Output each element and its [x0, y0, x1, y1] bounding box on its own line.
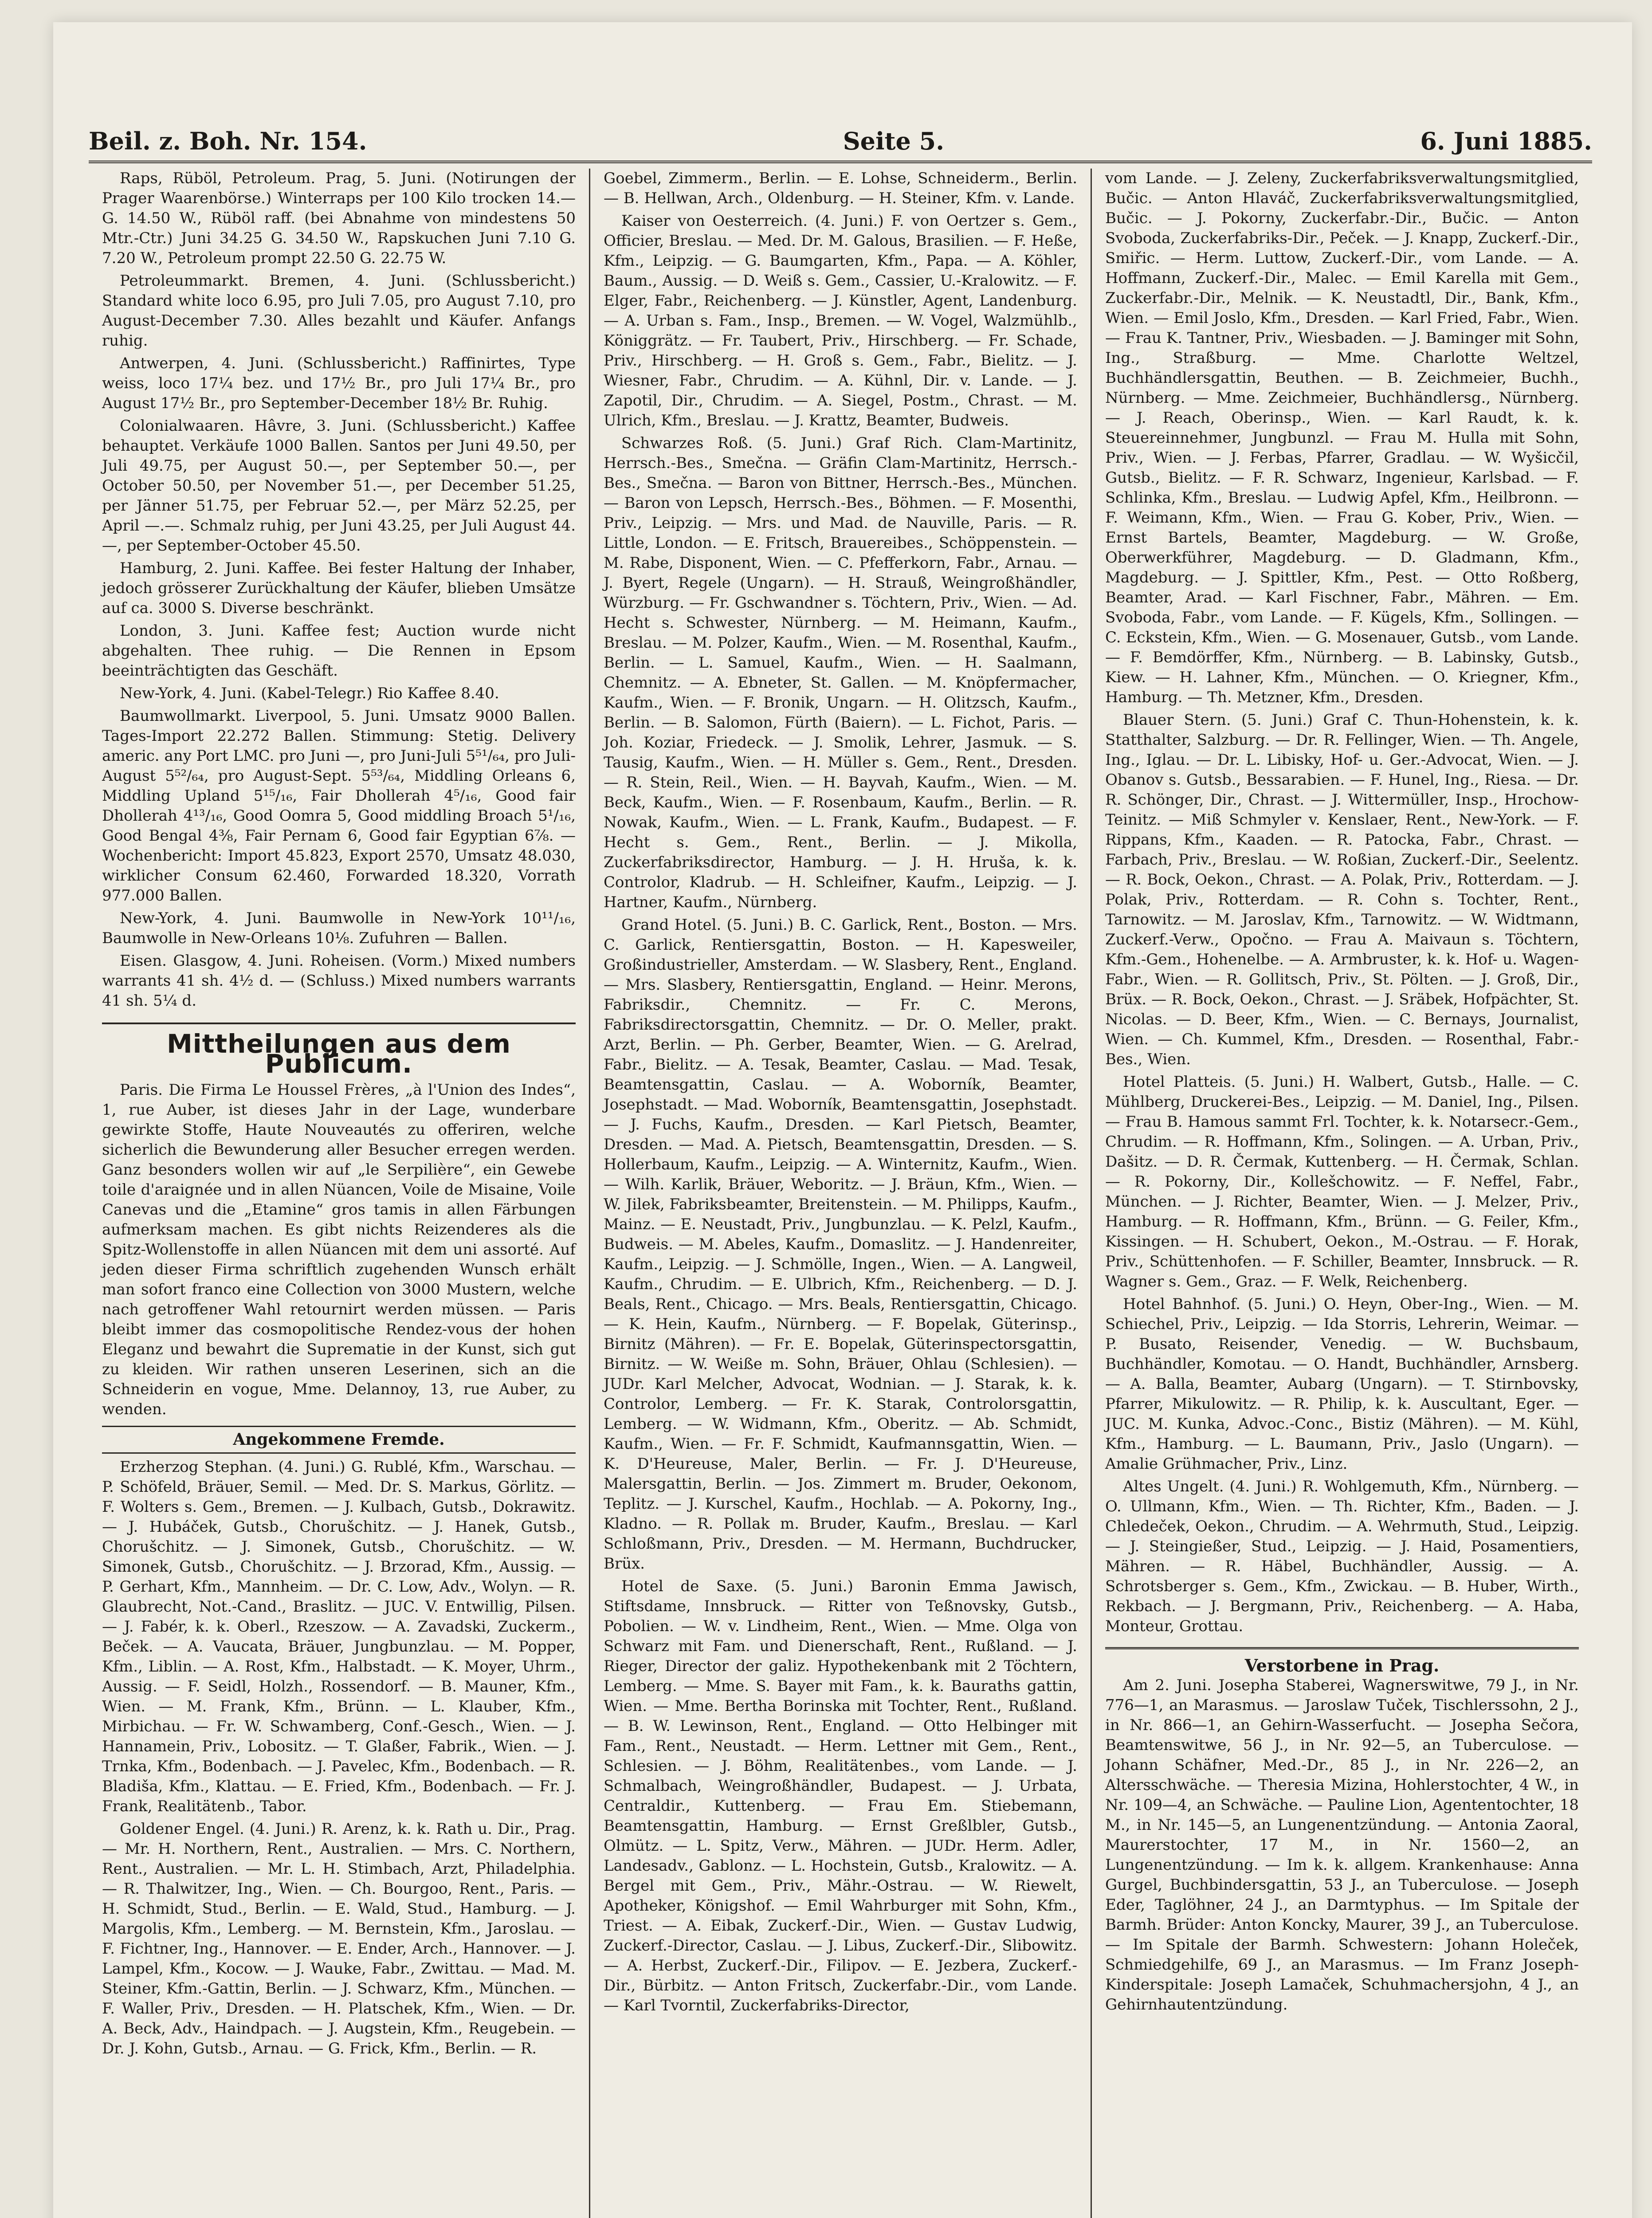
column-1 — [89, 169, 590, 2218]
section-title-publicum: Mittheilungen aus dem Publicum. — [102, 1022, 576, 1074]
hotel-entry: Blauer Stern. (5. Juni.) Graf C. Thun-Hohenstein, k. k. Statthalter, Salzburg. — Dr. R. Fellinger, Wien. — Th. Angele, Ing., Iglau. — Dr. L. Libisky, Hof- u. Ger.-Advocat, Wien. — J. Obanov s. Gutsb., Bessarabien. — F. Hunel, Ing., Riesa. — Dr. R. Schönger, Dir., Chrast. — J. Wittermüller, Insp., Hrochow-Teinitz. — Miß Schmyler v. Kenslaer, Rent., New-York. — F. Rippans, Kfm., Kaaden. — R. Patocka, Fabr., Chrast. — Farbach, Priv., Breslau. — W. Roßian, Zuckerf.-Dir., Seelentz. — R. Bock, Oekon., Chrast. — A. Polak, Priv., Rotterdam. — J. Polak, Priv., Rotterdam. — R. Cohn s. Tochter, Rent., Tarnowitz. — M. Jaroslav, Kfm., Tarnowitz. — W. Widtmann, Zuckerf.-Verw., Opočno. — Frau A. Maivaun s. Töchtern, Kfm.-Gem., Hohenelbe. — A. Armbruster, k. k. Hof- u. Wagen-Fabr., Wien. — R. Gollitsch, Priv., St. Pölten. — J. Groß, Dir., Brüx. — R. Bock, Oekon., Chrast. — J. Sräbek, Hofpächter, St. Nicolas. — D. Beer, Kfm., Wien. — C. Bernays, Journalist, Wien. — Ch. Kummel, Kfm., Dresden. — Rosenthal, Fabr.-Bes., Wien. — [1105, 711, 1579, 1068]
newspaper-page — [53, 22, 1632, 2218]
hotel-entry: Hotel Platteis. (5. Juni.) H. Walbert, Gutsb., Halle. — C. Mühlberg, Druckerei-Bes., Leipzig. — M. Daniel, Ing., Pilsen. — Frau B. Hamous sammt Frl. Tochter, k. k. Notarsecr.-Gem., Chrudim. — R. Hoffmann, Kfm., Solingen. — A. Urban, Priv., Dašitz. — D. R. Čermak, Kuttenberg. — H. Čermak, Schlan. — R. Pokorny, Dir., Kollešchowitz. — F. Neffel, Fabr., München. — J. Richter, Beamter, Wien. — J. Melzer, Priv., Hamburg. — R. Hoffmann, Kfm., Brünn. — G. Feiler, Kfm., Kissingen. — H. Schubert, Oekon., M.-Ostrau. — F. Horak, Priv., Schüttenhofen. — F. Schiller, Beamter, Innsbruck. — R. Wagner s. Gem., Graz. — F. Welk, Reichenberg. — [1105, 1073, 1579, 1290]
hotel-entry: Altes Ungelt. (4. Juni.) R. Wohlgemuth, Kfm., Nürnberg. — O. Ullmann, Kfm., Wien. — Th. Richter, Kfm., Baden. — J. Chledeček, Oekon., Chrudim. — A. Wehrmuth, Stud., Leipzig. — J. Steingießer, Stud., Leipzig. — J. Haid, Posamentiers, Mähren. — R. Häbel, Buchhändler, Aussig. — A. Schrotsberger s. Gem., Kfm., Zwickau. — B. Huber, Wirth., Rekbach. — J. Bergmann, Priv., Reichenberg. — A. Haba, Monteur, Grottau. — [1105, 1478, 1579, 1635]
column-3 — [1092, 169, 1592, 2218]
arrival-list: Erzherzog Stephan. (4. Juni.) G. Rublé, Kfm., Warschau. — P. Schöfeld, Bräuer, Semil. — Med. Dr. S. Markus, Görlitz. — F. Wolters s. Gem., Bremen. — J. Kulbach, Gutsb., Dokrawitz. — J. Hubáček, Gutsb., Chorušchitz. — J. Hanek, Gutsb., Chorušchitz. — J. Simonek, Gutsb., Chorušchitz. — W. Simonek, Gutsb., Chorušchitz. — J. Brzorad, Kfm., Aussig. — P. Gerhart, Kfm., Mannheim. — Dr. C. Low, Adv., Wolyn. — R. Glaubrecht, Not.-Cand., Braslitz. — JUC. V. Entwillig, Pilsen. — J. Fabér, k. k. Oberl., Rzeszow. — A. Zavadski, Zuckerm., Beček. — A. Vaucata, Bräuer, Jungbunzlau. — M. Popper, Kfm., Liblin. — A. Rost, Kfm., Halbstadt. — K. Moyer, Uhrm., Aussig. — F. Seidl, Holzh., Rossendorf. — B. Mauner, Kfm., Wien. — M. Frank, Kfm., Brünn. — L. Klauber, Kfm., Mirbichau. — Fr. W. Schwamberg, Conf.-Gesch., Wien. — J. Hannamein, Priv., Lobositz. — T. Glaßer, Fabrik., Wien. — J. Trnka, Kfm., Bodenbach. — J. Pavelec, Kfm., Bodenbach. — R. Bladiša, Kfm., Klattau. — E. Fried, Kfm., Bodenbach. — Fr. J. Frank, Realitätenb., Tabor. — [102, 1458, 576, 1815]
arrivals-title: Angekommene Fremde. — [102, 1426, 576, 1454]
market-report: London, 3. Juni. Kaffee fest; Auction wurde nicht abgehalten. Thee ruhig. — Die Rennen in Epsom beeinträchtigten das Geschäft. — [102, 622, 576, 680]
header-date: 6. Juni 1885. — [1420, 127, 1592, 155]
header-page-number: Seite 5. — [843, 127, 945, 155]
market-report: New-York, 4. Juni. Baumwolle in New-York 10¹¹/₁₆, Baumwolle in New-Orleans 10⅛. Zufuhren — Ballen. — [102, 909, 576, 947]
deaths-title: Verstorbene in Prag. — [1105, 1647, 1579, 1675]
arrival-list: Goldener Engel. (4. Juni.) R. Arenz, k. k. Rath u. Dir., Prag. — Mr. H. Northern, Rent., Australien. — Mrs. C. Northern, Rent., Australien. — Mr. L. H. Stimbach, Arzt, Philadelphia. — R. Thalwitzer, Ing., Wien. — Ch. Bourgoo, Rent., Paris. — H. Schmidt, Stud., Berlin. — E. Wald, Stud., Hamburg. — J. Margolis, Kfm., Lemberg. — M. Bernstein, Kfm., Jaroslau. — F. Fichtner, Ing., Hannover. — E. Ender, Arch., Hannover. — J. Lampel, Kfm., Kocow. — J. Wauke, Fabr., Zwittau. — Mad. M. Steiner, Kfm.-Gattin, Berlin. — J. Schwarz, Kfm., München. — F. Waller, Priv., Dresden. — H. Platschek, Kfm., Wien. — Dr. A. Beck, Adv., Haindpach. — J. Augstein, Kfm., Reugebein. — Dr. J. Kohn, Gutsb., Arnau. — G. Frick, Kfm., Berlin. — R. — [102, 1820, 576, 2057]
market-report: Colonialwaaren. Hâvre, 3. Juni. (Schlussbericht.) Kaffee behauptet. Verkäufe 1000 Ballen. Santos per Juni 49.50, per Juli 49.75, per August 50.—, per September 50.—, per October 50.50, per November 51.—, per December 51.25, per Jänner 51.75, per Februar 52.—, per März 52.25, per April —.—. Schmalz ruhig, per Juni 43.25, per Juli August 44.—, per September-October 45.50. — [102, 417, 576, 554]
hotel-entry: Hotel de Saxe. (5. Juni.) Baronin Emma Jawisch, Stiftsdame, Innsbruck. — Ritter von Teßnovsky, Gutsb., Pobolien. — W. v. Lindheim, Rent., Wien. — Mme. Olga von Schwarz mit Fam. und Dienerschaft, Rent., Rußland. — J. Rieger, Director der galiz. Hypothekenbank mit 2 Töchtern, Lemberg. — Mme. S. Bayer mit Fam., k. k. Bauraths gattin, Wien. — Mme. Bertha Borinska mit Tochter, Rent., Rußland. — B. W. Lewinson, Rent., England. — Otto Helbinger mit Fam., Rent., Neustadt. — Herm. Lettner mit Gem., Rent., Schlesien. — J. Böhm, Realitätenbes., vom Lande. — J. Schmalbach, Weingroßhändler, Budapest. — J. Urbata, Centraldir., Kuttenberg. — Frau Em. Stiebemann, Beamtensgattin, Hamburg. — Ernst Greßlbler, Gutsb., Olmütz. — L. Spitz, Verw., Mähren. — JUDr. Herm. Adler, Landesadv., Gablonz. — L. Hochstein, Gutsb., Kralowitz. — A. Bergel mit Gem., Priv., Mähr.-Ostrau. — W. Riewelt, Apotheker, Königshof. — Emil Wahrburger mit Sohn, Kfm., Triest. — A. Eibak, Zuckerf.-Dir., Wien. — Gustav Ludwig, Zuckerf.-Director, Caslau. — J. Libus, Zuckerf.-Dir., Slibowitz. — A. Herbst, Zuckerf.-Dir., Filipov. — E. Jezbera, Zuckerf.-Dir., Bürbitz. — Anton Fritsch, Zuckerfabr.-Dir., vom Lande. — Karl Tvorntil, Zuckerfabriks-Director, — [604, 1577, 1077, 2014]
deaths-list: Am 2. Juni. Josepha Staberei, Wagnerswitwe, 79 J., in Nr. 776—1, an Marasmus. — Jaroslaw Tuček, Tischlerssohn, 2 J., in Nr. 866—1, an Gehirn-Wasserfucht. — Josepha Sečora, Beamtenswitwe, 56 J., in Nr. 92—5, an Tuberculose. — Johann Schäfner, Med.-Dr., 85 J., in Nr. 226—2, an Altersschwäche. — Theresia Mizina, Hohlerstochter, 4 W., in Nr. 109—4, an Schwäche. — Pauline Lion, Agententochter, 18 M., in Nr. 145—5, an Lungenentzündung. — Antonia Zaoral, Maurerstochter, 17 M., in Nr. 1560—2, an Lungenentzündung. — Im k. k. allgem. Krankenhause: Anna Gurgel, Buchbindersgattin, 53 J., an Tuberculose. — Joseph Eder, Taglöhner, 24 J., an Darmtyphus. — Im Spitale der Barmh. Brüder: Anton Koncky, Maurer, 39 J., an Tuberculose. — Im Spitale der Barmh. Schwestern: Johann Holeček, Schmiedgehilfe, 69 J., an Marasmus. — Im Franz Joseph-Kinderspitale: Joseph Lamaček, Schuhmachersjohn, 4 J., an Gehirnhautentzündung. — [1105, 1676, 1579, 2014]
market-report: Antwerpen, 4. Juni. (Schlussbericht.) Raffinirtes, Type weiss, loco 17¼ bez. und 17½ Br., pro Juli 17¼ Br., pro August 17½ Br., pro September-December 18½ Br. Ruhig. — [102, 354, 576, 412]
market-report: Hamburg, 2. Juni. Kaffee. Bei fester Haltung der Inhaber, jedoch grösserer Zurückhaltung der Käufer, blieben Umsätze auf ca. 3000 S. Diverse beschränkt. — [102, 559, 576, 617]
header-issue: Beil. z. Boh. Nr. 154. — [89, 127, 367, 155]
hotel-entry: Kaiser von Oesterreich. (4. Juni.) F. von Oertzer s. Gem., Officier, Breslau. — Med. Dr. M. Galous, Brasilien. — F. Heße, Kfm., Leipzig. — G. Baumgarten, Kfm., Papa. — A. Köhler, Baum., Aussig. — D. Weiß s. Gem., Cassier, U.-Kralowitz. — F. Elger, Fabr., Reichenberg. — J. Künstler, Agent, Landenburg. — A. Urban s. Fam., Insp., Bremen. — W. Vogel, Walzmühlb., Königgrätz. — Fr. Taubert, Priv., Hirschberg. — Fr. Schade, Priv., Hirschberg. — H. Groß s. Gem., Fabr., Bielitz. — J. Wiesner, Fabr., Chrudim. — A. Kühnl, Dir. v. Lande. — J. Zapotil, Dir., Chrudim. — A. Siegel, Postm., Chrast. — M. Ulrich, Kfm., Breslau. — J. Krattz, Beamter, Budweis. — [604, 212, 1077, 429]
market-report: Baumwollmarkt. Liverpool, 5. Juni. Umsatz 9000 Ballen. Tages-Import 22.272 Ballen. Stimmung: Stetig. Delivery americ. any Port LMC. pro Juni —, pro Juni-Juli 5⁵¹/₆₄, pro Juli-August 5⁵²/₆₄, pro August-Sept. 5⁵³/₆₄, Middling Orleans 6, Middling Upland 5¹⁵/₁₆, Fair Dhollerah 4⁵/₁₆, Good fair Dhollerah 4¹³/₁₆, Good Oomra 5, Good middling Broach 5¹/₁₆, Good Bengal 4⅜, Fair Pernam 6, Good fair Egyptian 6⅞. — Wochenbericht: Import 45.823, Export 2570, Umsatz 48.030, wirklicher Consum 62.460, Forwarded 18.320, Vorrath 977.000 Ballen. — [102, 707, 576, 905]
columns — [89, 169, 1592, 2218]
notice-paris: Paris. Die Firma Le Houssel Frères, „à l'Union des Indes“, 1, rue Auber, ist dieses Jahr in der Lage, wunderbare gewirkte Stoffe, Haute Nouveautés zu offeriren, welche sicherlich die Bewunderung aller Besucher erregen werden. Ganz besonders wollen wir auf „le Serpilière“, ein Gewebe toile d'araignée und in allen Nüancen, Voile de Misaine, Voile Canevas und die „Etamine“ gros tamis in allen Färbungen aufmerksam machen. Es gibt nichts Reizenderes als die Spitz-Wollenstoffe in allen Nüancen mit dem uni assorté. Auf jeden dieser Firma schriftlich zugehenden Wunsch erhält man sofort franco eine Collection von 3000 Mustern, welche nach getroffener Wahl retournirt werden müssen. — Paris bleibt immer das cosmopolitische Rendez-vous der hohen Eleganz und bewahrt die Suprematie in der Kunst, sich gut zu kleiden. Wir rathen unseren Leserinen, sich an die Schneiderin en vogue, Mme. Delannoy, 13, rue Auber, zu wenden. — [102, 1081, 576, 1418]
market-report: New-York, 4. Juni. (Kabel-Telegr.) Rio Kaffee 8.40. — [120, 684, 499, 702]
market-report: Petroleummarkt. Bremen, 4. Juni. (Schlussbericht.) Standard white loco 6.95, pro Juli 7.05, pro August 7.10, pro August-December 7.30. Alles bezahlt und Käufer. Anfangs ruhig. — [102, 272, 576, 350]
hotel-entry: Hotel Bahnhof. (5. Juni.) O. Heyn, Ober-Ing., Wien. — M. Schiechel, Priv., Leipzig. — Ida Storris, Lehrerin, Weimar. — P. Busato, Reisender, Venedig. — W. Buchsbaum, Buchhändler, Komotau. — O. Handt, Buchhändler, Arnsberg. — A. Balla, Beamter, Aubarg (Ungarn). — T. Stirnbovsky, Pfarrer, Mikulowitz. — R. Philip, k. k. Auscultant, Eger. — JUC. M. Kunka, Advoc.-Conc., Bistiz (Mähren). — M. Kühl, Kfm., Hamburg. — L. Baumann, Priv., Jaslo (Ungarn). — Amalie Grühmacher, Priv., Linz. — [1105, 1295, 1579, 1473]
column-2 — [590, 169, 1092, 2218]
hotel-entry: Schwarzes Roß. (5. Juni.) Graf Rich. Clam-Martinitz, Herrsch.-Bes., Smečna. — Gräfin Clam-Martinitz, Herrsch.-Bes., Smečna. — Baron von Bittner, Herrsch.-Bes., München. — Baron von Lepsch, Herrsch.-Bes., Böhmen. — F. Mosenthi, Priv., Leipzig. — Mrs. und Mad. de Nauville, Paris. — R. Little, London. — E. Fritsch, Brauereibes., Schöppenstein. — M. Rabe, Disponent, Wien. — C. Pfefferkorn, Fabr., Arnau. — J. Byert, Regele (Ungarn). — H. Strauß, Weingroßhändler, Würzburg. — Fr. Gschwandner s. Töchtern, Priv., Wien. — Ad. Hecht s. Schwester, Nürnberg. — M. Heimann, Kaufm., Breslau. — M. Polzer, Kaufm., Wien. — M. Rosenthal, Kaufm., Berlin. — L. Samuel, Kaufm., Wien. — H. Saalmann, Chemnitz. — A. Ebneter, St. Gallen. — M. Knöpfermacher, Kaufm., Wien. — F. Bronik, Ungarn. — H. Olitzsch, Kaufm., Berlin. — B. Salomon, Fürth (Baiern). — L. Fichot, Paris. — Joh. Koziar, Friedeck. — J. Smolik, Lehrer, Jasmuk. — S. Tausig, Kaufm., Wien. — H. Müller s. Gem., Rent., Dresden. — R. Stein, Reil., Wien. — H. Bayvah, Kaufm., Wien. — M. Beck, Kaufm., Wien. — F. Rosenbaum, Kaufm., Berlin. — R. Nowak, Kaufm., Wien. — L. Frank, Kaufm., Budapest. — F. Hecht s. Gem., Rent., Berlin. — J. Mikolla, Zuckerfabriksdirector, Hamburg. — J. H. Hruša, k. k. Controlor, Kladrub. — H. Schleifner, Kaufm., Leipzig. — J. Hartner, Kaufm., Nürnberg. — [604, 434, 1077, 911]
market-report: Eisen. Glasgow, 4. Juni. Roheisen. (Vorm.) Mixed numbers warrants 41 sh. 4½ d. — (Schluss.) Mixed numbers warrants 41 sh. 5¼ d. — [102, 952, 576, 1010]
page-header — [89, 115, 1592, 163]
hotel-entry: Grand Hotel. (5. Juni.) B. C. Garlick, Rent., Boston. — Mrs. C. Garlick, Rentiersgattin, Boston. — H. Kapesweiler, Großindustrieller, Amsterdam. — W. Slasbery, Rent., England. — Mrs. Slasbery, Rentiersgattin, England. — Heinr. Merons, Fabriksdir., Chemnitz. — Fr. C. Merons, Fabriksdirectorsgattin, Chemnitz. — Dr. O. Meller, prakt. Arzt, Berlin. — Ph. Gerber, Beamter, Wien. — G. Arelrad, Fabr., Bielitz. — A. Tesak, Beamter, Caslau. — Mad. Tesak, Beamtensgattin, Caslau. — A. Woborník, Beamter, Josephstadt. — Mad. Woborník, Beamtensgattin, Josephstadt. — J. Fuchs, Kaufm., Dresden. — Karl Pietsch, Beamter, Dresden. — Mad. A. Pietsch, Beamtensgattin, Dresden. — S. Hollerbaum, Kaufm., Leipzig. — A. Winternitz, Kaufm., Wien. — Wilh. Karlik, Bräuer, Weboritz. — J. Bräun, Kfm., Wien. — W. Jilek, Fabriksbeamter, Breitenstein. — M. Philipps, Kaufm., Mainz. — E. Neustadt, Priv., Jungbunzlau. — K. Pelzl, Kaufm., Budweis. — M. Abeles, Kaufm., Domaslitz. — J. Handenreiter, Kaufm., Leipzig. — J. Schmölle, Ingen., Wien. — A. Langweil, Kaufm., Chrudim. — E. Ulbrich, Kfm., Reichenberg. — D. J. Beals, Rent., Chicago. — Mrs. Beals, Rentiersgattin, Chicago. — K. Hein, Kaufm., Nürnberg. — F. Bopelak, Güterinsp., Birnitz (Mähren). — Fr. E. Bopelak, Güterinspectorsgattin, Birnitz. — W. Weiße m. Sohn, Bräuer, Ohlau (Schlesien). — JUDr. Karl Melcher, Advocat, Wodnian. — J. Starak, k. k. Controlor, Lemberg. — Fr. K. Starak, Controlorsgattin, Lemberg. — W. Widmann, Kfm., Oberitz. — Ab. Schmidt, Kaufm., Wien. — Fr. F. Schmidt, Kaufmannsgattin, Wien. — K. D'Heureuse, Maler, Berlin. — Fr. J. D'Heureuse, Malersgattin, Berlin. — Jos. Zimmert m. Bruder, Oekonom, Teplitz. — J. Kurschel, Kaufm., Hochlab. — A. Pokorny, Ing., Kladno. — R. Pollak m. Bruder, Kaufm., Breslau. — Karl Schloßmann, Priv., Dresden. — M. Hermann, Buchdrucker, Brüx. — [604, 916, 1077, 1573]
arrival-continued: Goebel, Zimmerm., Berlin. — E. Lohse, Schneiderm., Berlin. — B. Hellwan, Arch., Oldenburg. — H. Steiner, Kfm. v. Lande. — [604, 169, 1077, 207]
market-report: Raps, Rüböl, Petroleum. Prag, 5. Juni. (Notirungen der Prager Waarenbörse.) Winterraps per 100 Kilo trocken 14.— G. 14.50 W., Rüböl raff. (bei Abnahme von mindestens 50 Mtr.-Ctr.) Juni 34.25 G. 34.50 W., Rapskuchen Juni 7.10 G. 7.20 W., Petroleum prompt 22.50 G. 22.75 W. — [102, 169, 576, 267]
arrival-continued: vom Lande. — J. Zeleny, Zuckerfabriksverwaltungsmitglied, Bučic. — Anton Hlaváč, Zuckerfabriksverwaltungsmitglied, Bučic. — J. Pokorny, Zuckerfabr.-Dir., Bučic. — Anton Svoboda, Zuckerfabriks-Dir., Peček. — J. Knapp, Zuckerf.-Dir., Smiřic. — Herm. Luttow, Zuckerf.-Dir., vom Lande. — A. Hoffmann, Zuckerf.-Dir., Malec. — Emil Karella mit Gem., Zuckerfabr.-Dir., Melnik. — K. Neustadtl, Dir., Bank, Kfm., Wien. — Emil Joslo, Kfm., Dresden. — Karl Fried, Fabr., Wien. — Frau K. Tantner, Priv., Wiesbaden. — J. Baminger mit Sohn, Ing., Straßburg. — Mme. Charlotte Weltzel, Buchhändlersgattin, Beuthen. — B. Zeichmeier, Buchh., Nürnberg. — Mme. Zeichmeier, Buchhändlersg., Nürnberg. — J. Reach, Oberinsp., Wien. — Karl Raudt, k. k. Steuereinnehmer, Jungbunzl. — Frau M. Hulla mit Sohn, Priv., Wien. — J. Ferbas, Pfarrer, Gradlau. — W. Wyšicčil, Gutsb., Bielitz. — F. R. Schwarz, Ingenieur, Karlsbad. — F. Schlinka, Kfm., Breslau. — Ludwig Apfel, Kfm., Heilbronn. — F. Weimann, Kfm., Wien. — Frau G. Kober, Priv., Wien. — Ernst Bartels, Beamter, Magdeburg. — W. Große, Oberwerkführer, Magdeburg. — D. Gladmann, Kfm., Magdeburg. — J. Spittler, Kfm., Pest. — Otto Roßberg, Beamter, Arad. — Karl Fischner, Fabr., Mähren. — Em. Svoboda, Fabr., vom Lande. — F. Kügels, Kfm., Sollingen. — C. Eckstein, Kfm., Wien. — G. Mosenauer, Gutsb., vom Lande. — F. Bemdörffer, Kfm., Nürnberg. — B. Labinsky, Gutsb., Kiew. — H. Lahner, Kfm., München. — O. Kriegner, Kfm., Hamburg. — Th. Metzner, Kfm., Dresden. — [1105, 169, 1579, 706]
